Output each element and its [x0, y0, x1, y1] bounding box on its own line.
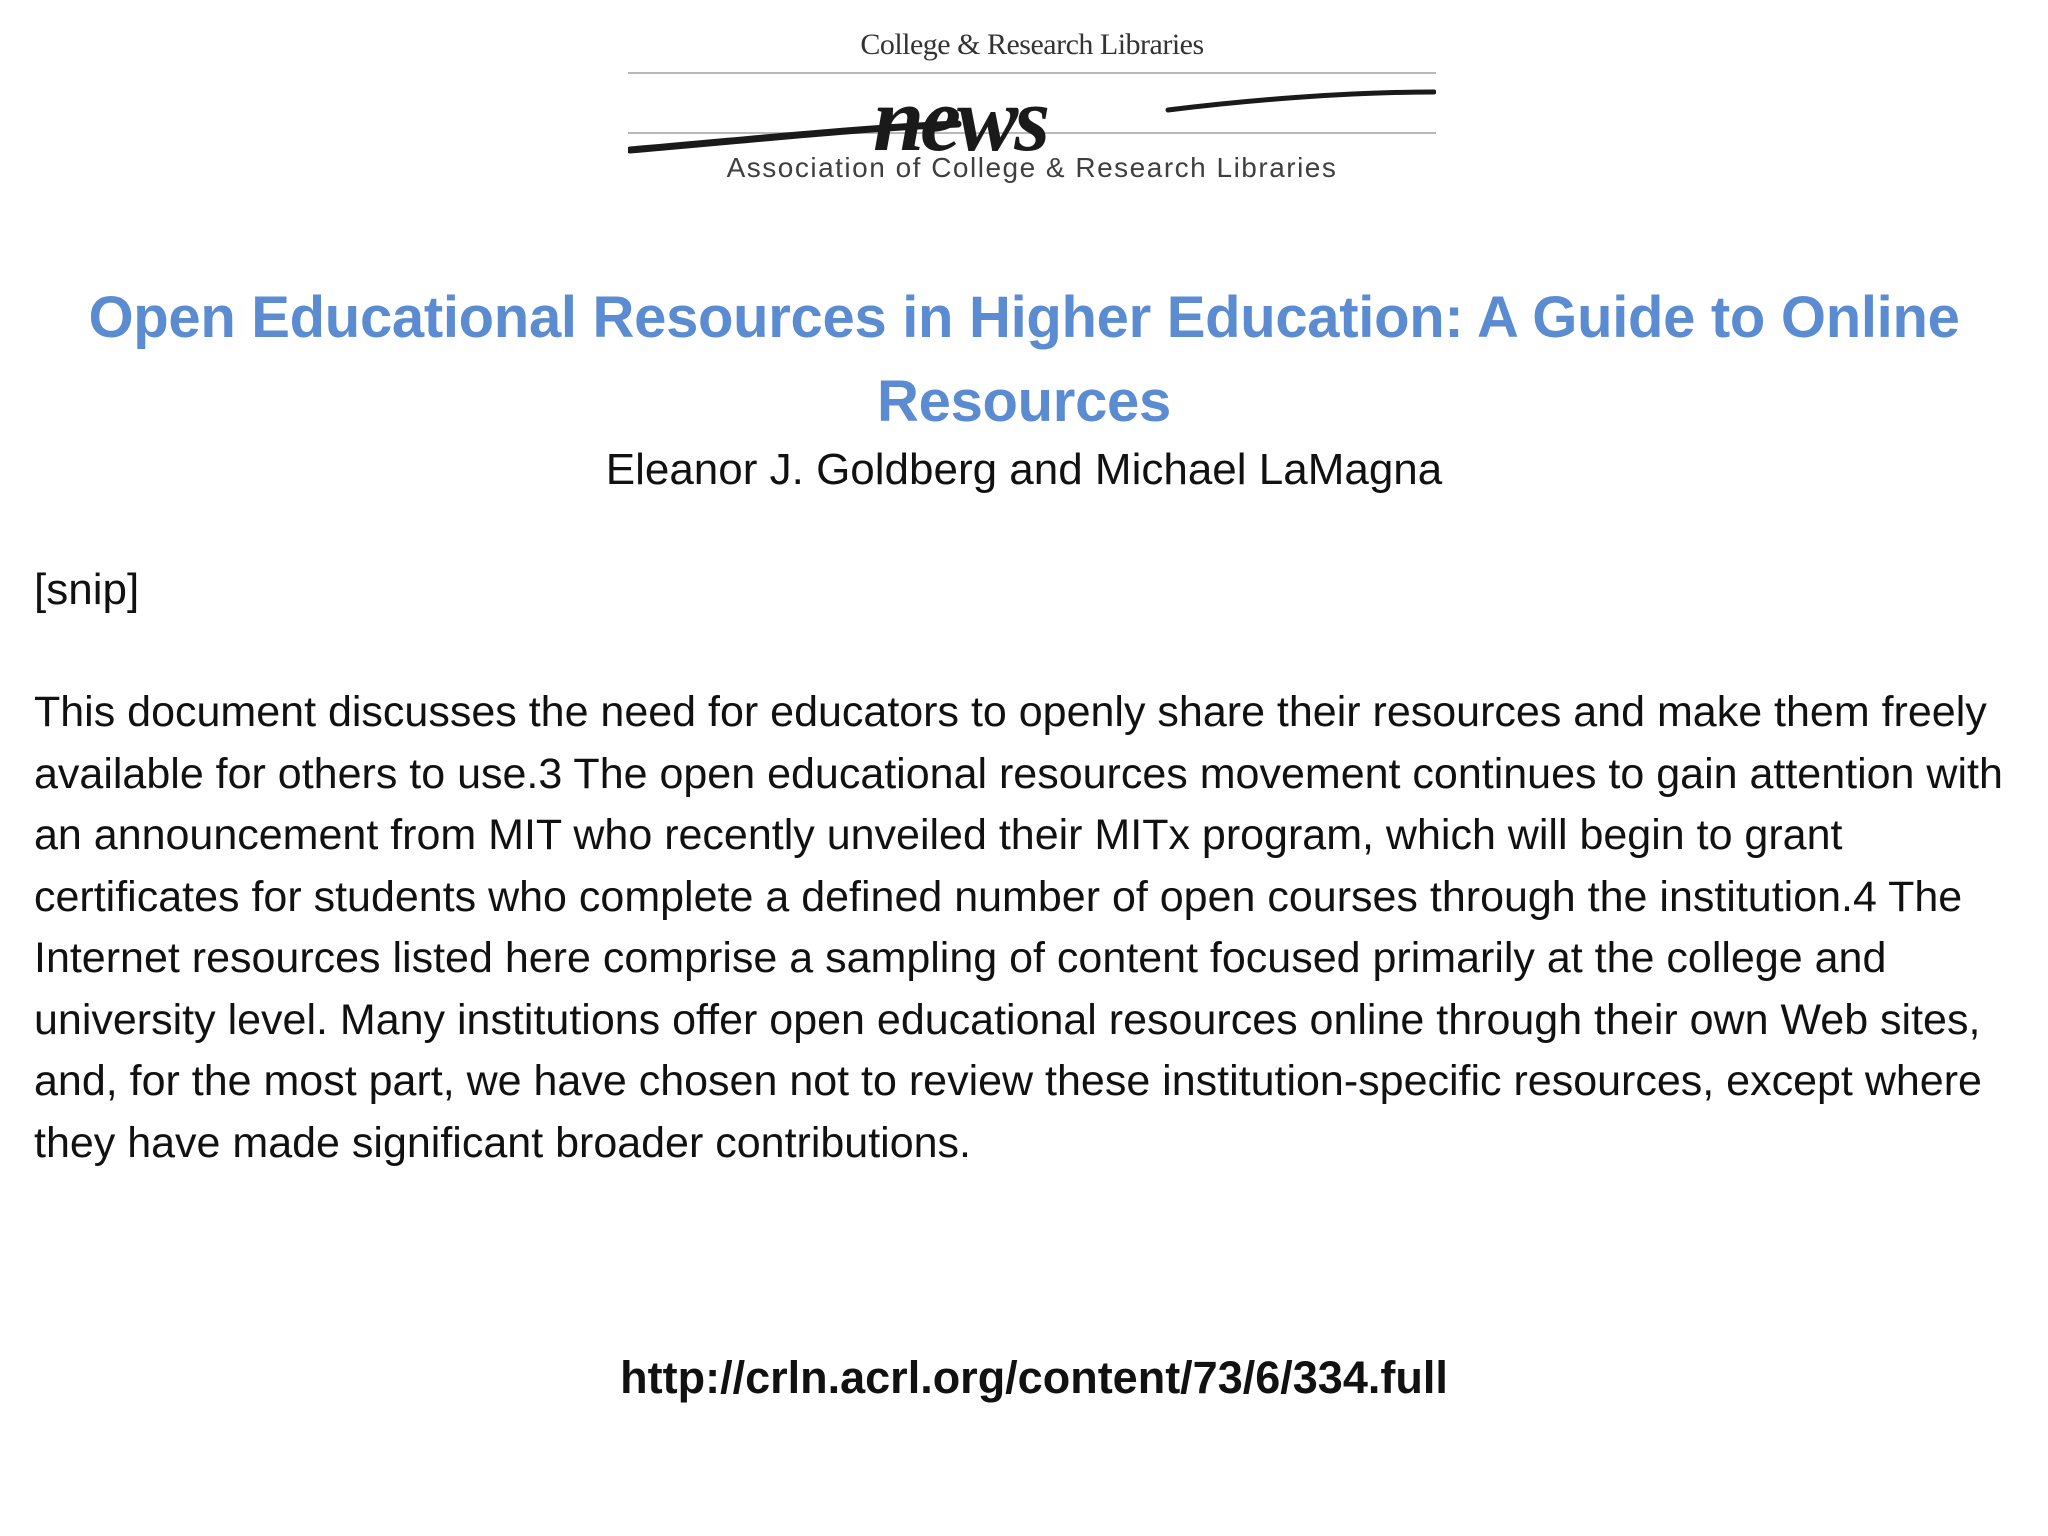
news-wordmark-text: news [873, 84, 1047, 170]
masthead-logo [628, 22, 1436, 200]
publication-name: College & Research Libraries [860, 28, 1204, 61]
article-title: Open Educational Resources in Higher Education: A Guide to Online Resources [88, 285, 1960, 434]
organization-name: Association of College & Research Libraries [726, 152, 1338, 183]
article-body-paragraph: This document discusses the need for educators to openly share their resources and make them freely available for others to use.3 The open educational resources movement continues to gain attention with an announcement from MIT who recently unveiled their MITx program, which will begin to grant certificates for students who complete a defined number of open courses through the institution.4 The Internet resources listed here comprise a sampling of content focused primarily at the college and university level. Many institutions offer open educational resources online through their own Web sites, and, for the most part, we have chosen not to review these institution-specific resources, except where they have made significant broader contributions. [34, 688, 2003, 1167]
snip-marker: [snip] [34, 565, 140, 614]
article-authors: Eleanor J. Goldberg and Michael LaMagna [605, 445, 1443, 494]
masthead-rule-top [628, 72, 1436, 74]
source-link[interactable]: http://crln.acrl.org/content/73/6/334.full [620, 1352, 1448, 1403]
